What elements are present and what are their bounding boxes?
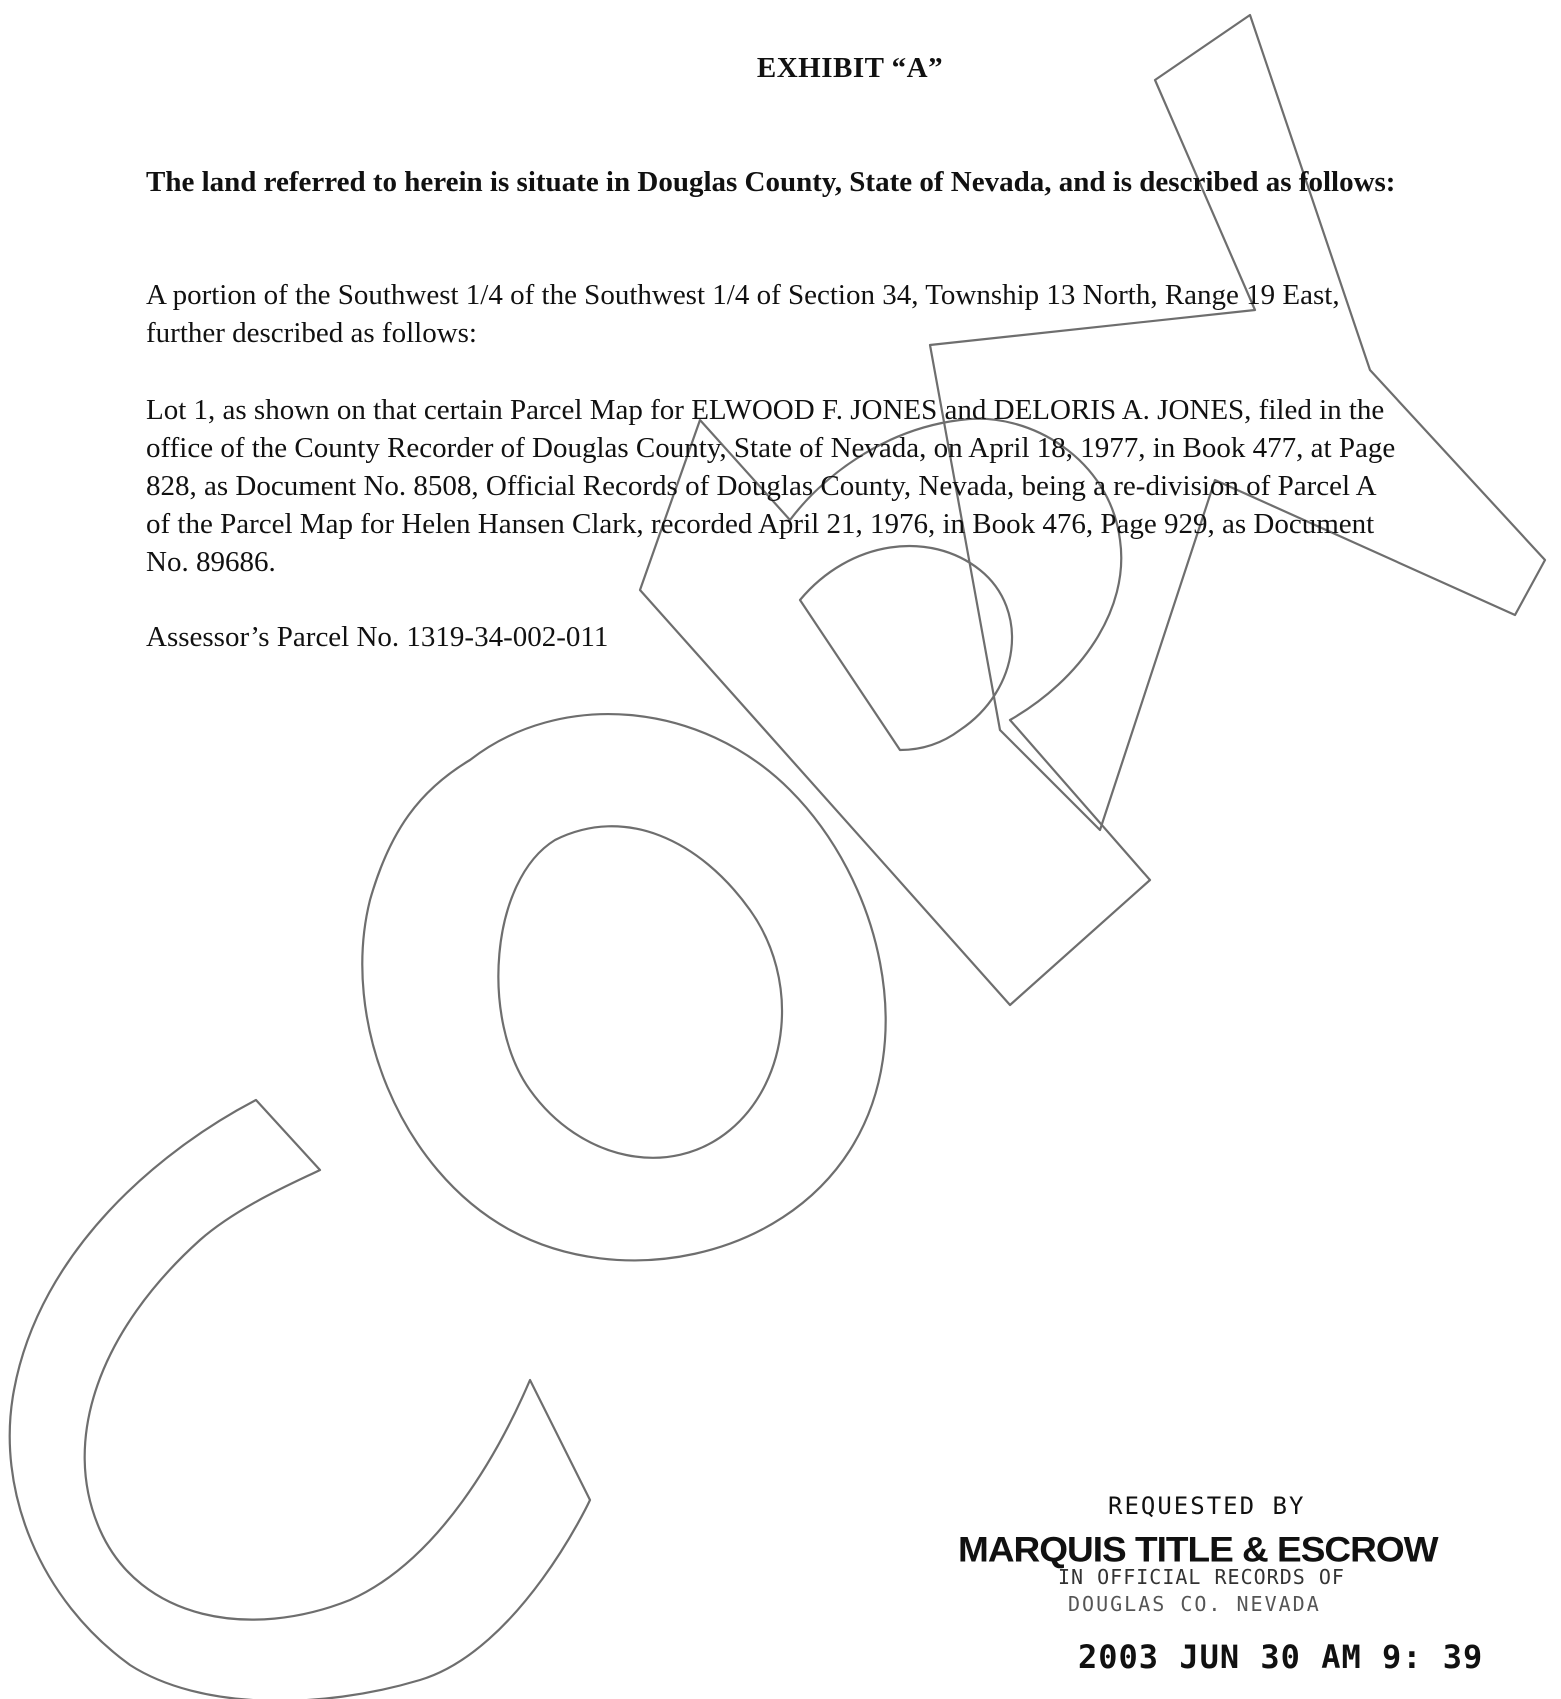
land-intro-paragraph: The land referred to herein is situate in Douglas County, State of Nevada, and is described as follows:: [146, 166, 1396, 198]
official-records-label: IN OFFICIAL RECORDS OF: [1058, 1565, 1345, 1589]
recording-date-time: 2003 JUN 30 AM 9: 39: [1078, 1638, 1484, 1676]
requested-by-label: REQUESTED BY: [1108, 1492, 1306, 1520]
exhibit-title: EXHIBIT “A”: [756, 52, 944, 84]
lot-description-paragraph: Lot 1, as shown on that certain Parcel Map for ELWOOD F. JONES and DELORIS A. JONES, filed in the office of the County Recorder of Douglas County, State of Nevada, on April 18, 1977, in Book 477, at Page 828, as Document No. 8508, Official Records of Douglas County, Nevada, being a re-division of Parcel A of the Parcel Map for Helen Hansen Clark, recorded April 21, 1976, in Book 476, Page 929, as Document No. 89686.: [146, 394, 1396, 578]
portion-paragraph: A portion of the Southwest 1/4 of the Southwest 1/4 of Section 34, Township 13 North, Range 19 East, further described as follows:: [146, 279, 1340, 349]
recording-county: DOUGLAS CO. NEVADA: [1068, 1592, 1321, 1616]
title-company-name: MARQUIS TITLE & ESCROW: [958, 1530, 1438, 1569]
assessor-parcel-number: Assessor’s Parcel No. 1319-34-002-011: [146, 621, 609, 653]
